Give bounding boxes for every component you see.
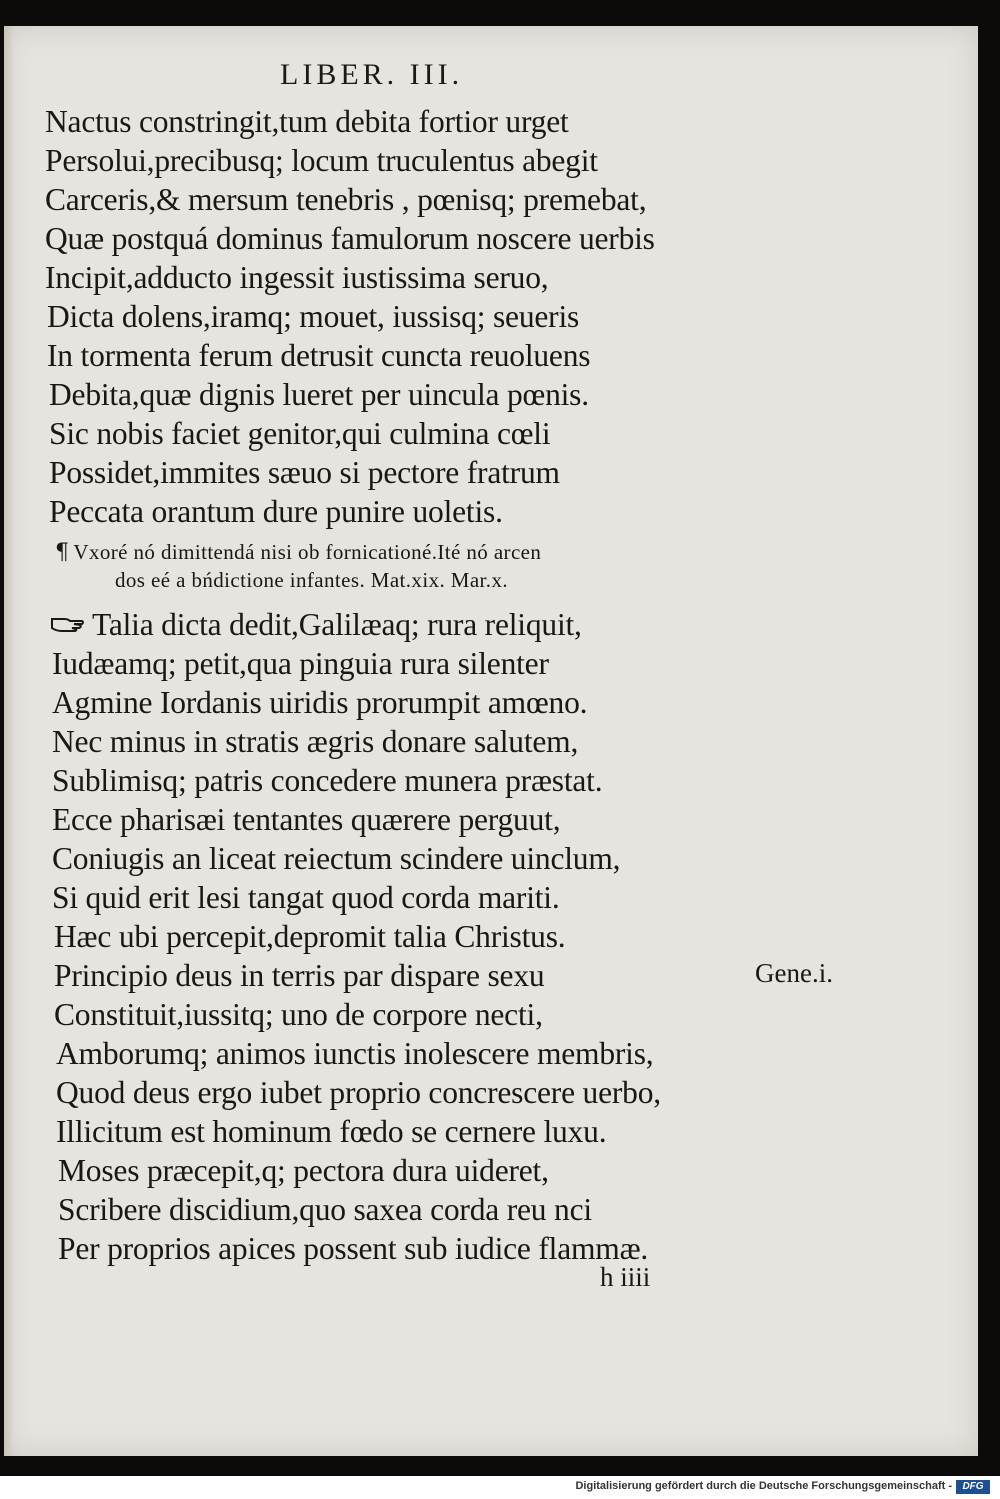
verse-line: Debita,quæ dignis lueret per uincula pœnis. [49, 377, 589, 412]
verse-line: Scribere discidium,quo saxea corda reu nci [58, 1192, 592, 1227]
signature-mark: h iiii [600, 1262, 651, 1292]
verse-line: Illicitum est hominum fœdo se cernere luxu. [56, 1114, 607, 1149]
verse-line: Dicta dolens,iramq; mouet, iussisq; seueris [47, 299, 580, 334]
argument-line-2: dos eé a bńdictione infantes. Mat.xix. Mar.x. [115, 568, 508, 592]
argument-text: Vxoré nó dimittendá nisi ob fornicationé.Ité nó arcen [73, 540, 542, 564]
verse-line: Possidet,immites sæuo si pectore fratrum [49, 455, 560, 490]
verse-line: Per proprios apices possent sub iudice flammæ. [58, 1231, 649, 1266]
verse-line: Si quid erit lesi tangat quod corda mariti. [52, 880, 560, 915]
verse-line: Incipit,adducto ingessit iustissima seruo, [45, 260, 549, 295]
verse-line: Nactus constringit,tum debita fortior urget [45, 104, 569, 139]
verse-line: In tormenta ferum detrusit cuncta reuoluens [47, 338, 591, 373]
verse-line: Carceris,& mersum tenebris , pœnisq; premebat, [45, 182, 647, 217]
pilcrow-icon: ¶ [55, 540, 70, 565]
page-gutter-shadow [4, 26, 14, 1456]
verse-line: Persolui,precibusq; locum truculentus abegit [45, 143, 598, 178]
verse-line: Moses præcepit,q; pectora dura uideret, [58, 1153, 549, 1188]
verse-line: Peccata orantum dure punire uoletis. [49, 494, 503, 529]
verse-line: Ecce pharisæi tentantes quærere perguut, [52, 802, 561, 837]
argument-line-1 [55, 540, 541, 565]
marginal-reference: Gene.i. [755, 958, 833, 988]
verse-line: Agmine Iordanis uiridis prorumpit amœno. [52, 685, 588, 720]
verse-line: Principio deus in terris par dispare sexu [54, 958, 545, 993]
verse-line: Coniugis an liceat reiectum scindere uinclum, [52, 841, 621, 876]
dfg-logo: DFG [956, 1480, 990, 1494]
verse-line: Hæc ubi percepit,depromit talia Christus. [54, 919, 566, 954]
verse-line: Amborumq; animos iunctis inolescere membris, [56, 1036, 654, 1071]
footer-bar [0, 1476, 1000, 1499]
verse-line-with-manicule [50, 607, 582, 643]
verse-text: Talia dicta dedit,Galilæaq; rura reliquit, [92, 607, 582, 642]
verse-line: Iudæamq; petit,qua pinguia rura silenter [52, 646, 549, 681]
verse-line: Nec minus in stratis ægris donare salutem, [52, 724, 579, 759]
manicule-icon [50, 615, 86, 633]
verse-line: Sic nobis faciet genitor,qui culmina cœli [49, 416, 551, 451]
verse-line: Quod deus ergo iubet proprio concrescere uerbo, [56, 1075, 661, 1110]
funding-credit: Digitalisierung gefördert durch die Deutsche Forschungsgemeinschaft - [575, 1480, 952, 1492]
running-head: LIBER. III. [280, 58, 464, 91]
verse-line: Sublimisq; patris concedere munera præstat. [52, 763, 603, 798]
verse-line: Quæ postquá dominus famulorum noscere uerbis [45, 221, 655, 256]
verse-line: Constituit,iussitq; uno de corpore necti, [54, 997, 543, 1032]
